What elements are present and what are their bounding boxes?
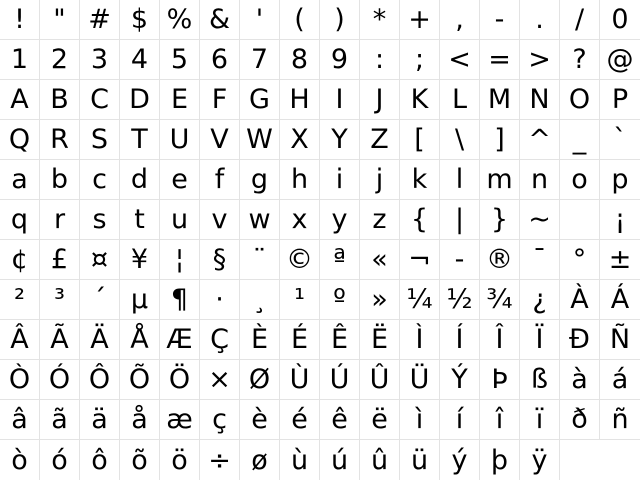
glyph-cell[interactable]: x <box>280 200 320 240</box>
glyph-cell[interactable]: _ <box>560 120 600 160</box>
glyph-cell[interactable]: b <box>40 160 80 200</box>
glyph-cell[interactable]: © <box>280 240 320 280</box>
glyph-cell[interactable]: Þ <box>480 360 520 400</box>
glyph-cell[interactable]: í <box>440 400 480 440</box>
glyph-cell[interactable]: ¿ <box>520 280 560 320</box>
glyph-cell[interactable]: ½ <box>440 280 480 320</box>
glyph-cell[interactable]: N <box>520 80 560 120</box>
glyph-cell[interactable]: z <box>360 200 400 240</box>
glyph-cell[interactable]: ñ <box>600 400 640 440</box>
glyph-cell[interactable]: - <box>440 240 480 280</box>
glyph-cell[interactable]: 8 <box>280 40 320 80</box>
glyph-cell[interactable]: Ë <box>360 320 400 360</box>
glyph-cell[interactable]: · <box>200 280 240 320</box>
glyph-cell[interactable]: á <box>600 360 640 400</box>
glyph-cell[interactable]: ² <box>0 280 40 320</box>
glyph-cell[interactable]: y <box>320 200 360 240</box>
glyph-cell[interactable]: B <box>40 80 80 120</box>
glyph-cell[interactable]: Ê <box>320 320 360 360</box>
glyph-cell[interactable]: È <box>240 320 280 360</box>
glyph-cell[interactable]: p <box>600 160 640 200</box>
glyph-cell[interactable]: Z <box>360 120 400 160</box>
glyph-cell[interactable]: ) <box>320 0 360 40</box>
glyph-cell[interactable]: Y <box>320 120 360 160</box>
glyph-cell[interactable]: H <box>280 80 320 120</box>
glyph-cell[interactable]: q <box>0 200 40 240</box>
glyph-cell[interactable]: Ï <box>520 320 560 360</box>
glyph-cell[interactable]: é <box>280 400 320 440</box>
glyph-cell[interactable]: [ <box>400 120 440 160</box>
glyph-cell[interactable]: 5 <box>160 40 200 80</box>
glyph-cell[interactable]: 3 <box>80 40 120 80</box>
glyph-cell[interactable]: ® <box>480 240 520 280</box>
glyph-cell[interactable]: Ü <box>400 360 440 400</box>
glyph-cell[interactable]: Í <box>440 320 480 360</box>
glyph-cell[interactable]: j <box>360 160 400 200</box>
glyph-cell[interactable]: ~ <box>520 200 560 240</box>
glyph-cell[interactable]: ¡ <box>600 200 640 240</box>
glyph-cell[interactable]: Ù <box>280 360 320 400</box>
glyph-cell[interactable]: « <box>360 240 400 280</box>
glyph-cell[interactable]: 4 <box>120 40 160 80</box>
glyph-cell[interactable]: ¥ <box>120 240 160 280</box>
glyph-cell[interactable]: r <box>40 200 80 240</box>
glyph-cell[interactable]: s <box>80 200 120 240</box>
glyph-cell[interactable]: M <box>480 80 520 120</box>
glyph-cell[interactable]: ö <box>160 440 200 480</box>
glyph-cell[interactable]: % <box>160 0 200 40</box>
glyph-cell[interactable]: 6 <box>200 40 240 80</box>
glyph-cell[interactable]: ^ <box>520 120 560 160</box>
glyph-cell[interactable]: ê <box>320 400 360 440</box>
glyph-cell[interactable]: = <box>480 40 520 80</box>
glyph-cell[interactable]: ã <box>40 400 80 440</box>
glyph-cell[interactable]: ¼ <box>400 280 440 320</box>
glyph-cell[interactable]: } <box>480 200 520 240</box>
glyph-cell[interactable]: ð <box>560 400 600 440</box>
glyph-cell[interactable]: ¹ <box>280 280 320 320</box>
glyph-cell[interactable]: * <box>360 0 400 40</box>
glyph-cell[interactable]: T <box>120 120 160 160</box>
glyph-cell[interactable]: . <box>520 0 560 40</box>
glyph-cell[interactable]: ´ <box>80 280 120 320</box>
glyph-cell[interactable]: D <box>120 80 160 120</box>
glyph-cell[interactable]: Ö <box>160 360 200 400</box>
glyph-cell[interactable]: ï <box>520 400 560 440</box>
glyph-cell[interactable]: à <box>560 360 600 400</box>
glyph-cell[interactable]: W <box>240 120 280 160</box>
glyph-cell[interactable]: i <box>320 160 360 200</box>
glyph-cell[interactable]: U <box>160 120 200 160</box>
glyph-cell[interactable]: e <box>160 160 200 200</box>
glyph-cell[interactable]: - <box>480 0 520 40</box>
glyph-cell[interactable]: X <box>280 120 320 160</box>
glyph-cell[interactable]: a <box>0 160 40 200</box>
glyph-cell[interactable]: Q <box>0 120 40 160</box>
glyph-cell[interactable]: " <box>40 0 80 40</box>
glyph-cell[interactable]: ? <box>560 40 600 80</box>
glyph-cell[interactable]: å <box>120 400 160 440</box>
glyph-cell[interactable]: Ø <box>240 360 280 400</box>
glyph-cell[interactable]: J <box>360 80 400 120</box>
glyph-cell[interactable]: V <box>200 120 240 160</box>
glyph-cell[interactable]: ± <box>600 240 640 280</box>
glyph-cell[interactable]: Ô <box>80 360 120 400</box>
glyph-cell[interactable]: k <box>400 160 440 200</box>
glyph-cell[interactable]: À <box>560 280 600 320</box>
glyph-cell[interactable]: 1 <box>0 40 40 80</box>
glyph-cell[interactable]: ` <box>600 120 640 160</box>
glyph-cell[interactable]: S <box>80 120 120 160</box>
glyph-cell[interactable]: 2 <box>40 40 80 80</box>
glyph-cell[interactable]: ¶ <box>160 280 200 320</box>
glyph-cell[interactable]: Î <box>480 320 520 360</box>
glyph-cell[interactable]: R <box>40 120 80 160</box>
glyph-cell[interactable]: Ò <box>0 360 40 400</box>
glyph-cell[interactable]: # <box>80 0 120 40</box>
glyph-cell[interactable]: ¤ <box>80 240 120 280</box>
glyph-cell[interactable]: n <box>520 160 560 200</box>
glyph-cell[interactable]: Ó <box>40 360 80 400</box>
glyph-cell[interactable]: E <box>160 80 200 120</box>
glyph-cell[interactable]: Ð <box>560 320 600 360</box>
glyph-cell[interactable]: ÷ <box>200 440 240 480</box>
glyph-cell[interactable]: Á <box>600 280 640 320</box>
glyph-cell[interactable]: L <box>440 80 480 120</box>
glyph-cell[interactable]: , <box>440 0 480 40</box>
glyph-cell[interactable]: 0 <box>600 0 640 40</box>
glyph-cell[interactable]: ä <box>80 400 120 440</box>
glyph-cell[interactable]: ò <box>0 440 40 480</box>
glyph-cell[interactable]: ¸ <box>240 280 280 320</box>
glyph-cell[interactable]: § <box>200 240 240 280</box>
glyph-cell[interactable]: 7 <box>240 40 280 80</box>
glyph-cell[interactable]: : <box>360 40 400 80</box>
glyph-cell[interactable]: G <box>240 80 280 120</box>
glyph-cell[interactable]: A <box>0 80 40 120</box>
glyph-cell[interactable]: ³ <box>40 280 80 320</box>
glyph-cell[interactable]: ] <box>480 120 520 160</box>
glyph-cell[interactable]: ÿ <box>520 440 560 480</box>
glyph-cell[interactable]: Õ <box>120 360 160 400</box>
glyph-cell[interactable]: ¢ <box>0 240 40 280</box>
glyph-cell[interactable]: ; <box>400 40 440 80</box>
glyph-cell[interactable]: Ä <box>80 320 120 360</box>
glyph-cell[interactable]: è <box>240 400 280 440</box>
glyph-cell[interactable]: Ú <box>320 360 360 400</box>
glyph-cell[interactable]: Ç <box>200 320 240 360</box>
glyph-cell[interactable]: > <box>520 40 560 80</box>
glyph-cell[interactable]: ß <box>520 360 560 400</box>
glyph-cell[interactable]: Û <box>360 360 400 400</box>
glyph-cell[interactable]: m <box>480 160 520 200</box>
glyph-cell[interactable]: & <box>200 0 240 40</box>
glyph-cell[interactable]: Ì <box>400 320 440 360</box>
glyph-cell[interactable]: û <box>360 440 400 480</box>
glyph-cell[interactable]: ô <box>80 440 120 480</box>
glyph-cell[interactable]: î <box>480 400 520 440</box>
glyph-cell[interactable]: C <box>80 80 120 120</box>
glyph-cell[interactable]: æ <box>160 400 200 440</box>
glyph-cell[interactable]: t <box>120 200 160 240</box>
glyph-cell[interactable]: ý <box>440 440 480 480</box>
glyph-cell[interactable]: w <box>240 200 280 240</box>
glyph-cell[interactable]: 9 <box>320 40 360 80</box>
glyph-cell[interactable]: É <box>280 320 320 360</box>
glyph-cell[interactable]: @ <box>600 40 640 80</box>
glyph-cell[interactable]: I <box>320 80 360 120</box>
glyph-cell[interactable]: h <box>280 160 320 200</box>
glyph-cell[interactable]: ë <box>360 400 400 440</box>
glyph-cell[interactable]: £ <box>40 240 80 280</box>
glyph-cell[interactable]: þ <box>480 440 520 480</box>
glyph-cell[interactable]: o <box>560 160 600 200</box>
glyph-cell[interactable]: ' <box>240 0 280 40</box>
glyph-cell[interactable]: ì <box>400 400 440 440</box>
glyph-cell[interactable]: l <box>440 160 480 200</box>
glyph-cell[interactable]: µ <box>120 280 160 320</box>
glyph-cell[interactable]: ¬ <box>400 240 440 280</box>
glyph-cell[interactable]: g <box>240 160 280 200</box>
glyph-cell[interactable]: ¨ <box>240 240 280 280</box>
glyph-cell[interactable]: Ý <box>440 360 480 400</box>
glyph-cell[interactable]: ø <box>240 440 280 480</box>
glyph-cell[interactable]: K <box>400 80 440 120</box>
glyph-cell[interactable]: ¯ <box>520 240 560 280</box>
glyph-cell[interactable]: ( <box>280 0 320 40</box>
glyph-cell[interactable]: + <box>400 0 440 40</box>
glyph-cell[interactable]: ü <box>400 440 440 480</box>
glyph-cell[interactable]: < <box>440 40 480 80</box>
glyph-cell[interactable]: c <box>80 160 120 200</box>
glyph-cell[interactable]: ! <box>0 0 40 40</box>
glyph-cell[interactable]: » <box>360 280 400 320</box>
glyph-cell[interactable]: f <box>200 160 240 200</box>
glyph-cell[interactable]: â <box>0 400 40 440</box>
glyph-cell[interactable]: ° <box>560 240 600 280</box>
glyph-cell[interactable]: d <box>120 160 160 200</box>
glyph-cell[interactable]: \ <box>440 120 480 160</box>
glyph-cell[interactable]: Æ <box>160 320 200 360</box>
glyph-cell[interactable]: Ñ <box>600 320 640 360</box>
glyph-cell[interactable]: Ã <box>40 320 80 360</box>
glyph-cell[interactable]: { <box>400 200 440 240</box>
glyph-cell[interactable]: | <box>440 200 480 240</box>
glyph-cell[interactable]: ª <box>320 240 360 280</box>
glyph-cell[interactable]: u <box>160 200 200 240</box>
glyph-cell[interactable]: Â <box>0 320 40 360</box>
glyph-cell[interactable]: ¾ <box>480 280 520 320</box>
glyph-cell[interactable]: ç <box>200 400 240 440</box>
glyph-cell[interactable]: × <box>200 360 240 400</box>
glyph-cell[interactable]: ¦ <box>160 240 200 280</box>
glyph-cell[interactable]: $ <box>120 0 160 40</box>
glyph-cell[interactable]: ú <box>320 440 360 480</box>
glyph-cell[interactable]: F <box>200 80 240 120</box>
glyph-cell[interactable] <box>560 200 600 240</box>
glyph-cell[interactable]: P <box>600 80 640 120</box>
glyph-cell[interactable]: ó <box>40 440 80 480</box>
glyph-cell[interactable]: õ <box>120 440 160 480</box>
glyph-cell[interactable]: ù <box>280 440 320 480</box>
glyph-cell[interactable]: / <box>560 0 600 40</box>
glyph-cell[interactable]: v <box>200 200 240 240</box>
glyph-cell[interactable]: º <box>320 280 360 320</box>
glyph-cell[interactable]: Å <box>120 320 160 360</box>
glyph-cell[interactable]: O <box>560 80 600 120</box>
